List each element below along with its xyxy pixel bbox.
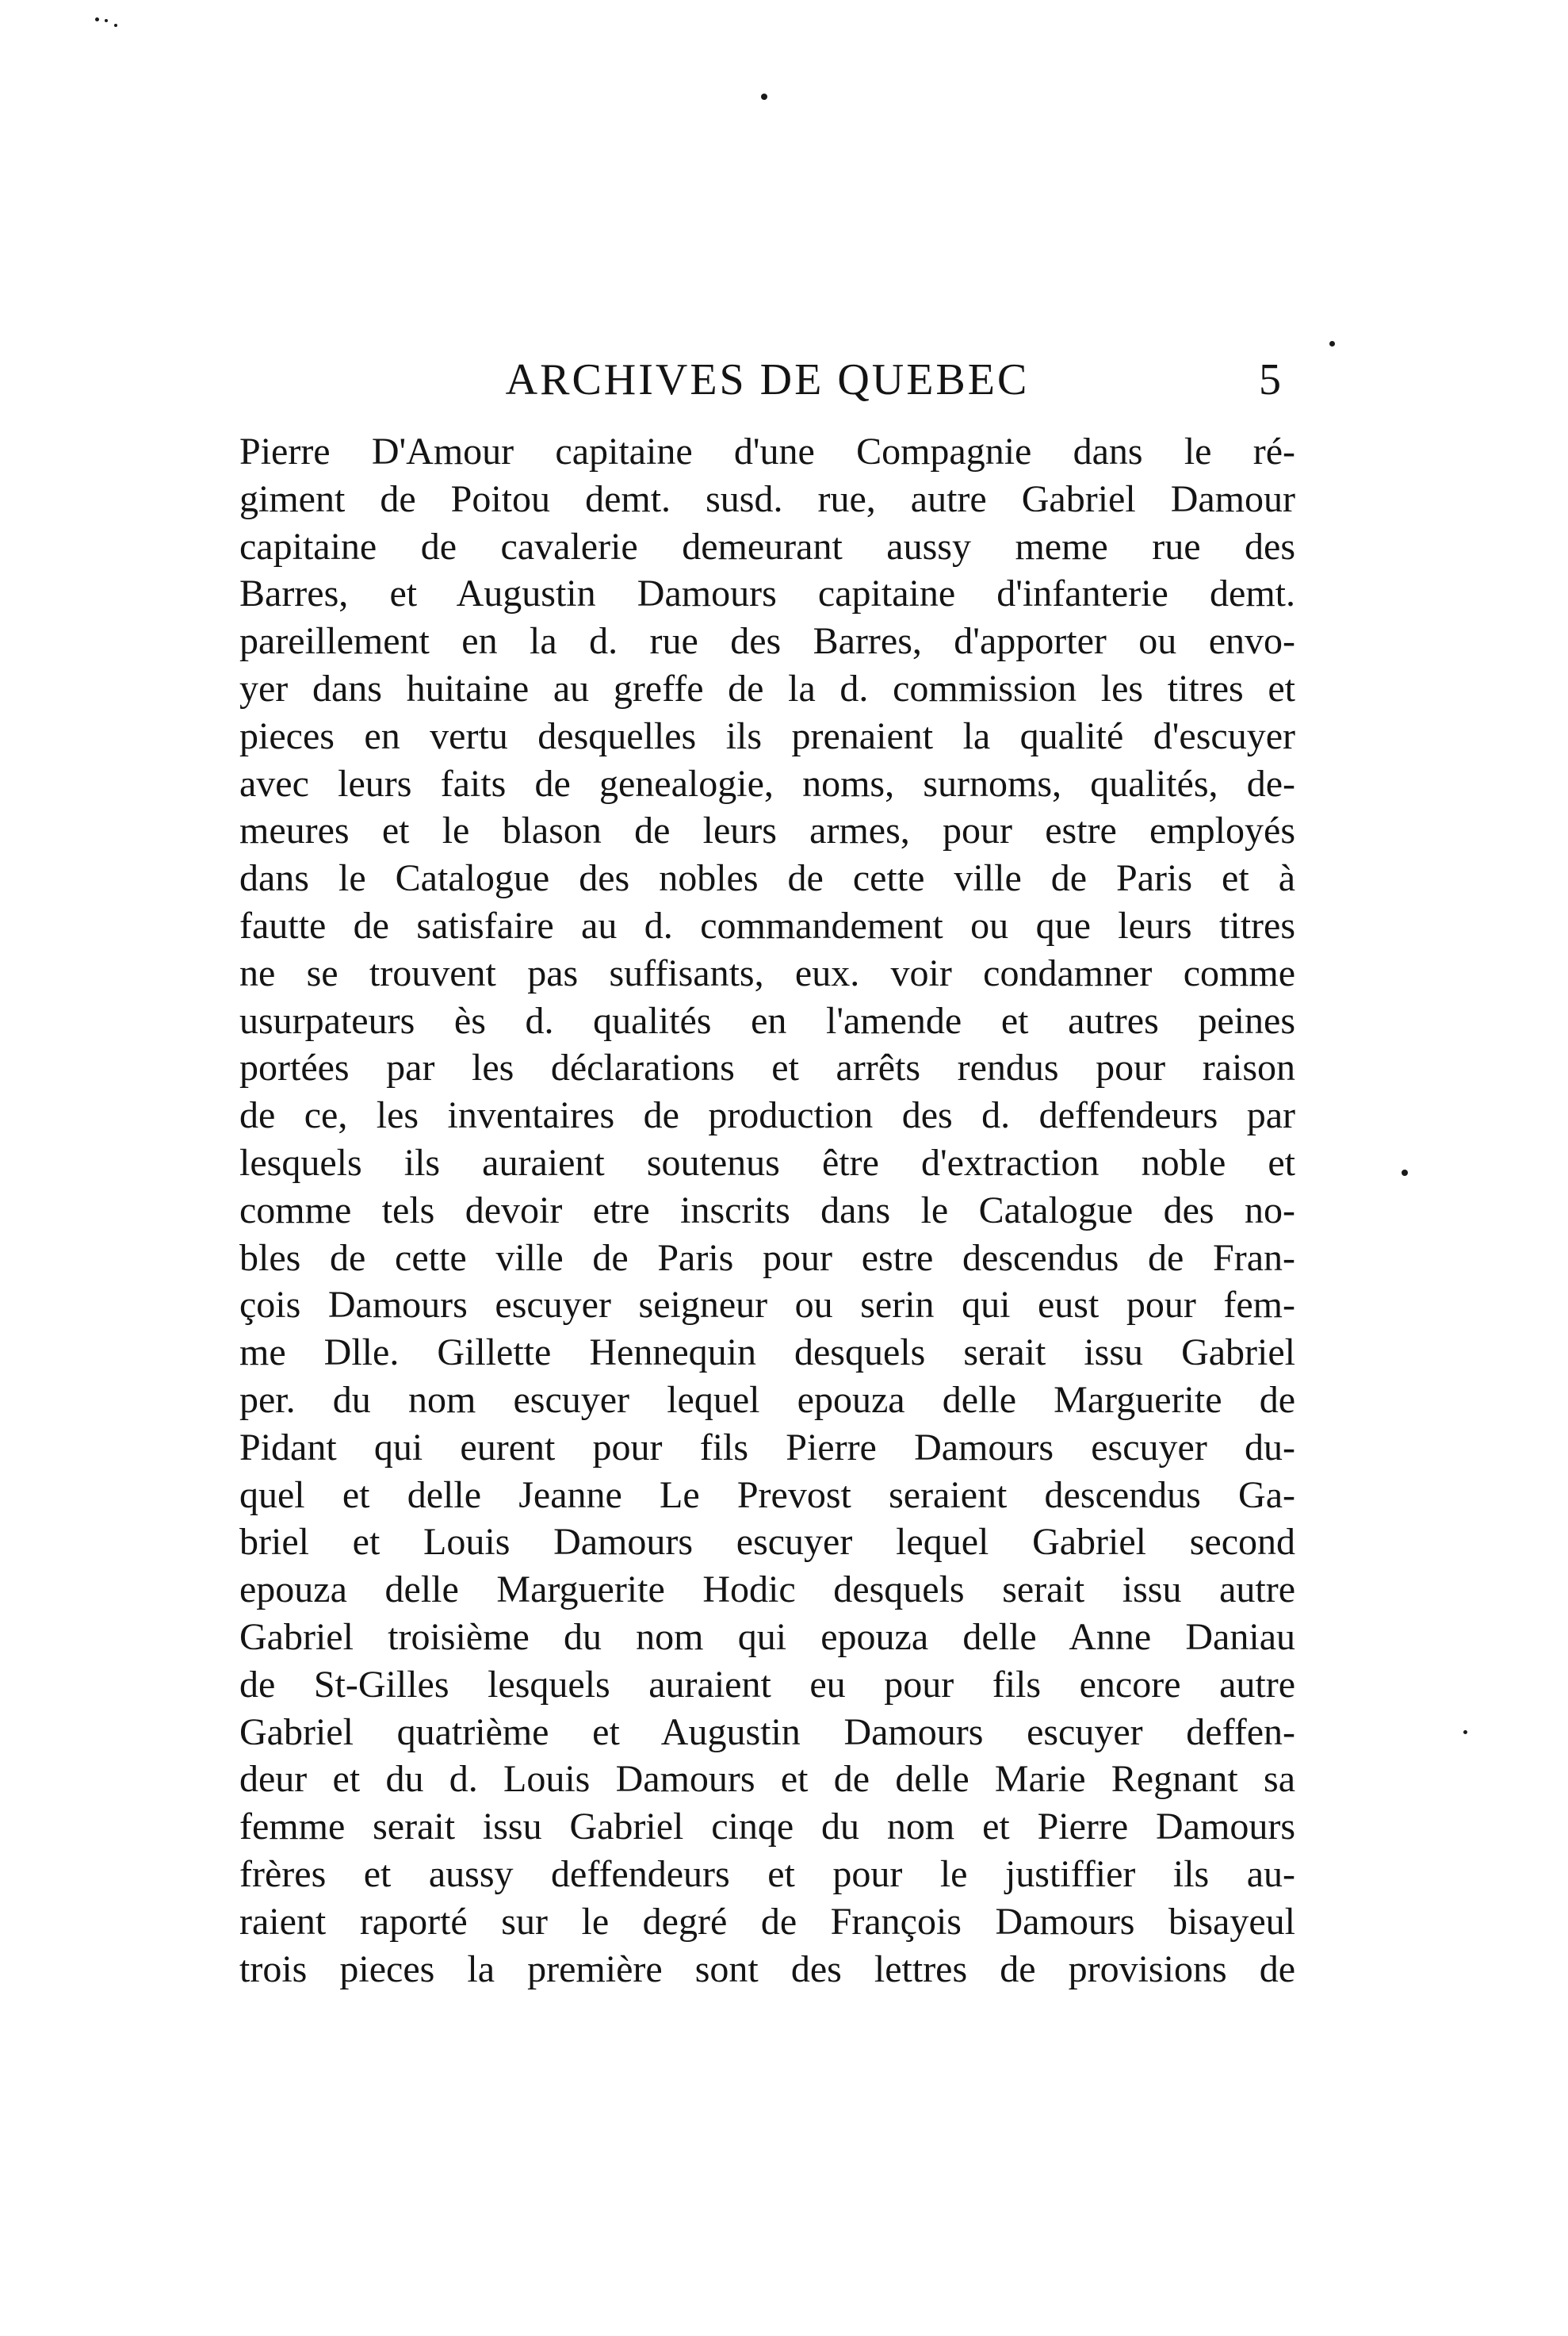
- text-line: lesquels ils auraient soutenus être d'extraction noble et: [239, 1141, 1295, 1184]
- scan-speck: [1329, 341, 1335, 347]
- text-line: deur et du d. Louis Damours et de delle Marie Regnant sa: [239, 1758, 1295, 1801]
- text-line: me Dlle. Gillette Hennequin desquels serait issu Gabriel: [239, 1331, 1295, 1374]
- text-line: bles de cette ville de Paris pour estre descendus de Fran-: [239, 1236, 1295, 1279]
- text-line: meures et le blason de leurs armes, pour estre employés: [239, 810, 1295, 852]
- text-line: raient raporté sur le degré de François Damours bisayeul: [239, 1900, 1295, 1943]
- text-line: portées par les déclarations et arrêts rendus pour raison: [239, 1047, 1295, 1089]
- text-line: usurpateurs ès d. qualités en l'amende et autres peines: [239, 999, 1295, 1042]
- text-line: comme tels devoir etre inscrits dans le Catalogue des no-: [239, 1189, 1295, 1231]
- text-line: Gabriel quatrième et Augustin Damours escuyer deffen-: [239, 1710, 1295, 1753]
- text-line: giment de Poitou demt. susd. rue, autre Gabriel Damour: [239, 477, 1295, 520]
- text-line: femme serait issu Gabriel cinqe du nom et Pierre Damours: [239, 1806, 1295, 1848]
- scan-speck: [105, 19, 108, 22]
- scan-speck: [1463, 1730, 1467, 1734]
- text-line: dans le Catalogue des nobles de cette ville de Paris et à: [239, 857, 1295, 900]
- page-number: 5: [1259, 355, 1281, 404]
- text-line: frères et aussy deffendeurs et pour le justiffier ils au-: [239, 1852, 1295, 1895]
- text-line: Pierre D'Amour capitaine d'une Compagnie dans le ré-: [239, 431, 1295, 473]
- running-head: [239, 349, 1295, 412]
- text-line: pareillement en la d. rue des Barres, d'apporter ou envo-: [239, 620, 1295, 663]
- text-line: Pidant qui eurent pour fils Pierre Damours escuyer du-: [239, 1426, 1295, 1469]
- text-line: de St-Gilles lesquels auraient eu pour fils encore autre: [239, 1663, 1295, 1706]
- text-line: Gabriel troisième du nom qui epouza delle Anne Daniau: [239, 1615, 1295, 1658]
- text-line: Barres, et Augustin Damours capitaine d'infanterie demt.: [239, 573, 1295, 615]
- text-line: ne se trouvent pas suffisants, eux. voir condamner comme: [239, 952, 1295, 994]
- text-line: de ce, les inventaires de production des d. deffendeurs par: [239, 1094, 1295, 1137]
- text-line: per. du nom escuyer lequel epouza delle Marguerite de: [239, 1378, 1295, 1421]
- text-line: fautte de satisfaire au d. commandement ou que leurs titres: [239, 904, 1295, 947]
- page-title: ARCHIVES DE QUEBEC: [505, 355, 1030, 404]
- text-line: briel et Louis Damours escuyer lequel Gabriel second: [239, 1521, 1295, 1564]
- scan-speck: [761, 94, 767, 100]
- scan-speck: [1402, 1170, 1408, 1176]
- text-line: trois pieces la première sont des lettres de provisions de: [239, 1947, 1295, 1990]
- scan-speck: [114, 24, 117, 27]
- scan-speck: [95, 17, 99, 21]
- text-line: epouza delle Marguerite Hodic desquels serait issu autre: [239, 1568, 1295, 1611]
- text-line: yer dans huitaine au greffe de la d. commission les titres et: [239, 667, 1295, 710]
- text-line: quel et delle Jeanne Le Prevost seraient descendus Ga-: [239, 1473, 1295, 1516]
- text-line: capitaine de cavalerie demeurant aussy meme rue des: [239, 525, 1295, 568]
- text-line: avec leurs faits de genealogie, noms, surnoms, qualités, de-: [239, 762, 1295, 805]
- body-text: [239, 428, 1295, 1993]
- text-line: çois Damours escuyer seigneur ou serin qui eust pour fem-: [239, 1284, 1295, 1327]
- text-line: pieces en vertu desquelles ils prenaient la qualité d'escuyer: [239, 714, 1295, 757]
